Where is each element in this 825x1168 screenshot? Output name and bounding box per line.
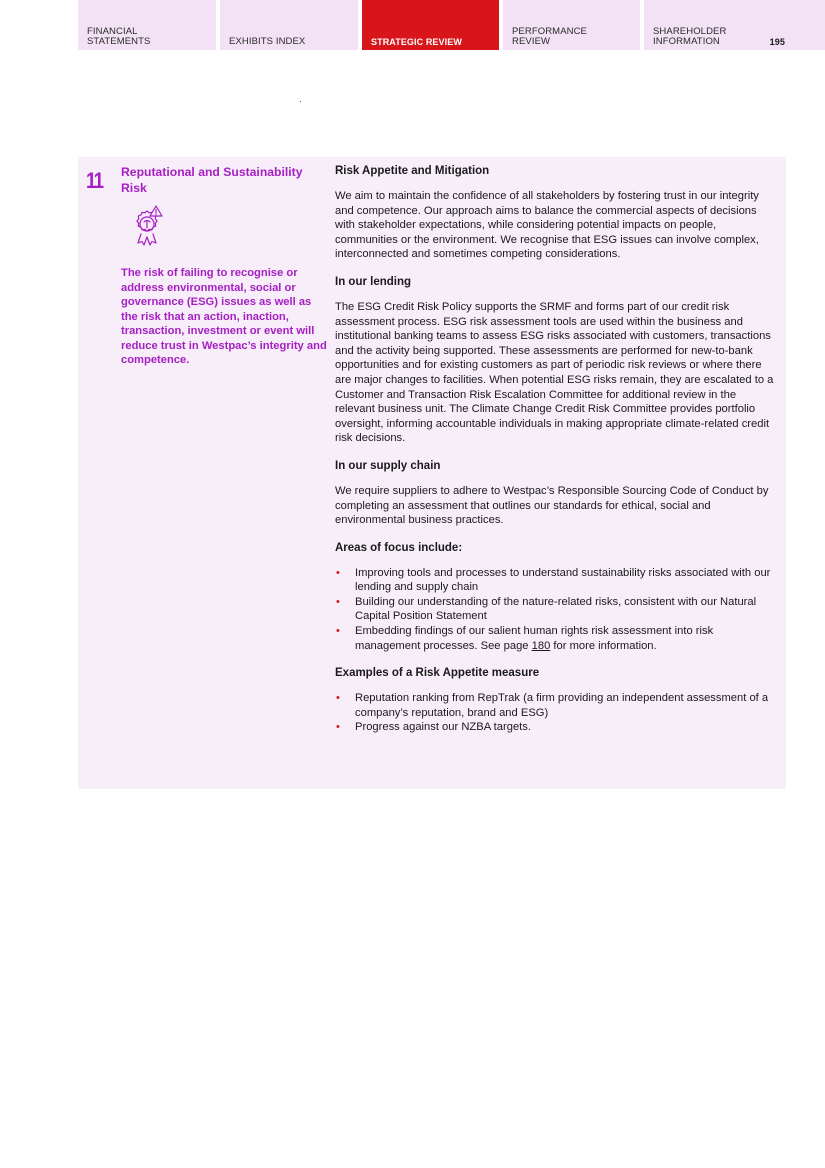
- tab-label-line1: SHAREHOLDER: [653, 26, 727, 37]
- focus-list: [335, 566, 775, 654]
- list-item: • Improving tools and processes to understand sustainability risks associated with our lending and supply chain: [335, 566, 775, 595]
- tab-strategic-review[interactable]: [362, 0, 499, 50]
- heading-risk-appetite: Risk Appetite and Mitigation: [335, 165, 490, 177]
- heading-lending: In our lending: [335, 275, 412, 288]
- section-nav: [78, 0, 825, 50]
- heading-supply-chain: In our supply chain: [335, 459, 441, 472]
- risk-description: The risk of failing to recognise or address environmental, social or governance (ESG) issues as well as the risk that an action, inaction, transaction, investment or event will reduce trust in Westpac’s integrity and competence.: [121, 267, 327, 366]
- tab-label: EXHIBITS INDEX: [229, 36, 306, 47]
- examples-list: [335, 691, 775, 735]
- list-item-text: Embedding findings of our salient human rights risk assessment into risk management processes. See page: [355, 625, 714, 652]
- page-number: 195: [769, 37, 785, 47]
- heading-areas-of-focus: Areas of focus include:: [335, 541, 463, 554]
- paragraph-supply-chain: We require suppliers to adhere to Westpac’s Responsible Sourcing Code of Conduct by completing an assessment that outlines our standards for ethical, social and environmental business practices.: [335, 484, 769, 527]
- tab-label-line2: STATEMENTS: [87, 36, 151, 47]
- risk-number: 11: [86, 168, 103, 193]
- list-item: • Reputation ranking from RepTrak (a firm providing an independent assessment of a company’s reputation, brand and ESG): [335, 691, 775, 720]
- list-item: [335, 624, 775, 653]
- tab-label-line2: REVIEW: [512, 36, 551, 47]
- list-item: • Progress against our NZBA targets.: [335, 720, 775, 735]
- tab-label-line1: FINANCIAL: [87, 26, 138, 37]
- heading-examples: Examples of a Risk Appetite measure: [335, 667, 540, 680]
- stray-dot: [300, 101, 301, 102]
- list-item-text: for more information.: [550, 639, 657, 652]
- tab-label: STRATEGIC REVIEW: [371, 37, 462, 47]
- risk-title: Reputational and Sustainability Risk: [121, 165, 303, 195]
- page-link[interactable]: 180: [531, 639, 551, 652]
- risk-content: [335, 164, 775, 748]
- paragraph-lending: The ESG Credit Risk Policy supports the SRMF and forms part of our credit risk assessment process. ESG risk assessment tools are used within the business and institutional banking teams to assess ESG risks associated with customers, transactions and the activity being supported. These assessments are performed for new-to-bank opportunities and for existing customers as part of periodic risk reviews or where there are major changes to facilities. When potential ESG risks remain, they are escalated to a Customer and Transaction Risk Escalation Committee for additional review in the relevant business unit. The Climate Change Credit Risk Committee provides portfolio oversight, informing accountable individuals in making appropriate climate-related credit risk decisions.: [335, 300, 774, 445]
- paragraph-risk-appetite: We aim to maintain the confidence of all stakeholders by fostering trust in our integrity and competence. Our approach aims to balance the commercial aspects of decisions with stakeholder expectations, while considering potential impacts on people, communities or the environment. We recognise that ESG issues can involve complex, interconnected and sometimes competing considerations.: [335, 190, 759, 261]
- tab-financial-statements[interactable]: [78, 0, 216, 50]
- award-warning-icon: [128, 205, 166, 251]
- tab-label-line1: PERFORMANCE: [512, 26, 587, 37]
- tab-shareholder-information[interactable]: [644, 0, 825, 50]
- tab-label-line2: INFORMATION: [653, 36, 720, 47]
- list-item: • Building our understanding of the nature-related risks, consistent with our Natural Capital Position Statement: [335, 595, 775, 624]
- tab-performance-review[interactable]: [503, 0, 640, 50]
- tab-exhibits-index[interactable]: [220, 0, 358, 50]
